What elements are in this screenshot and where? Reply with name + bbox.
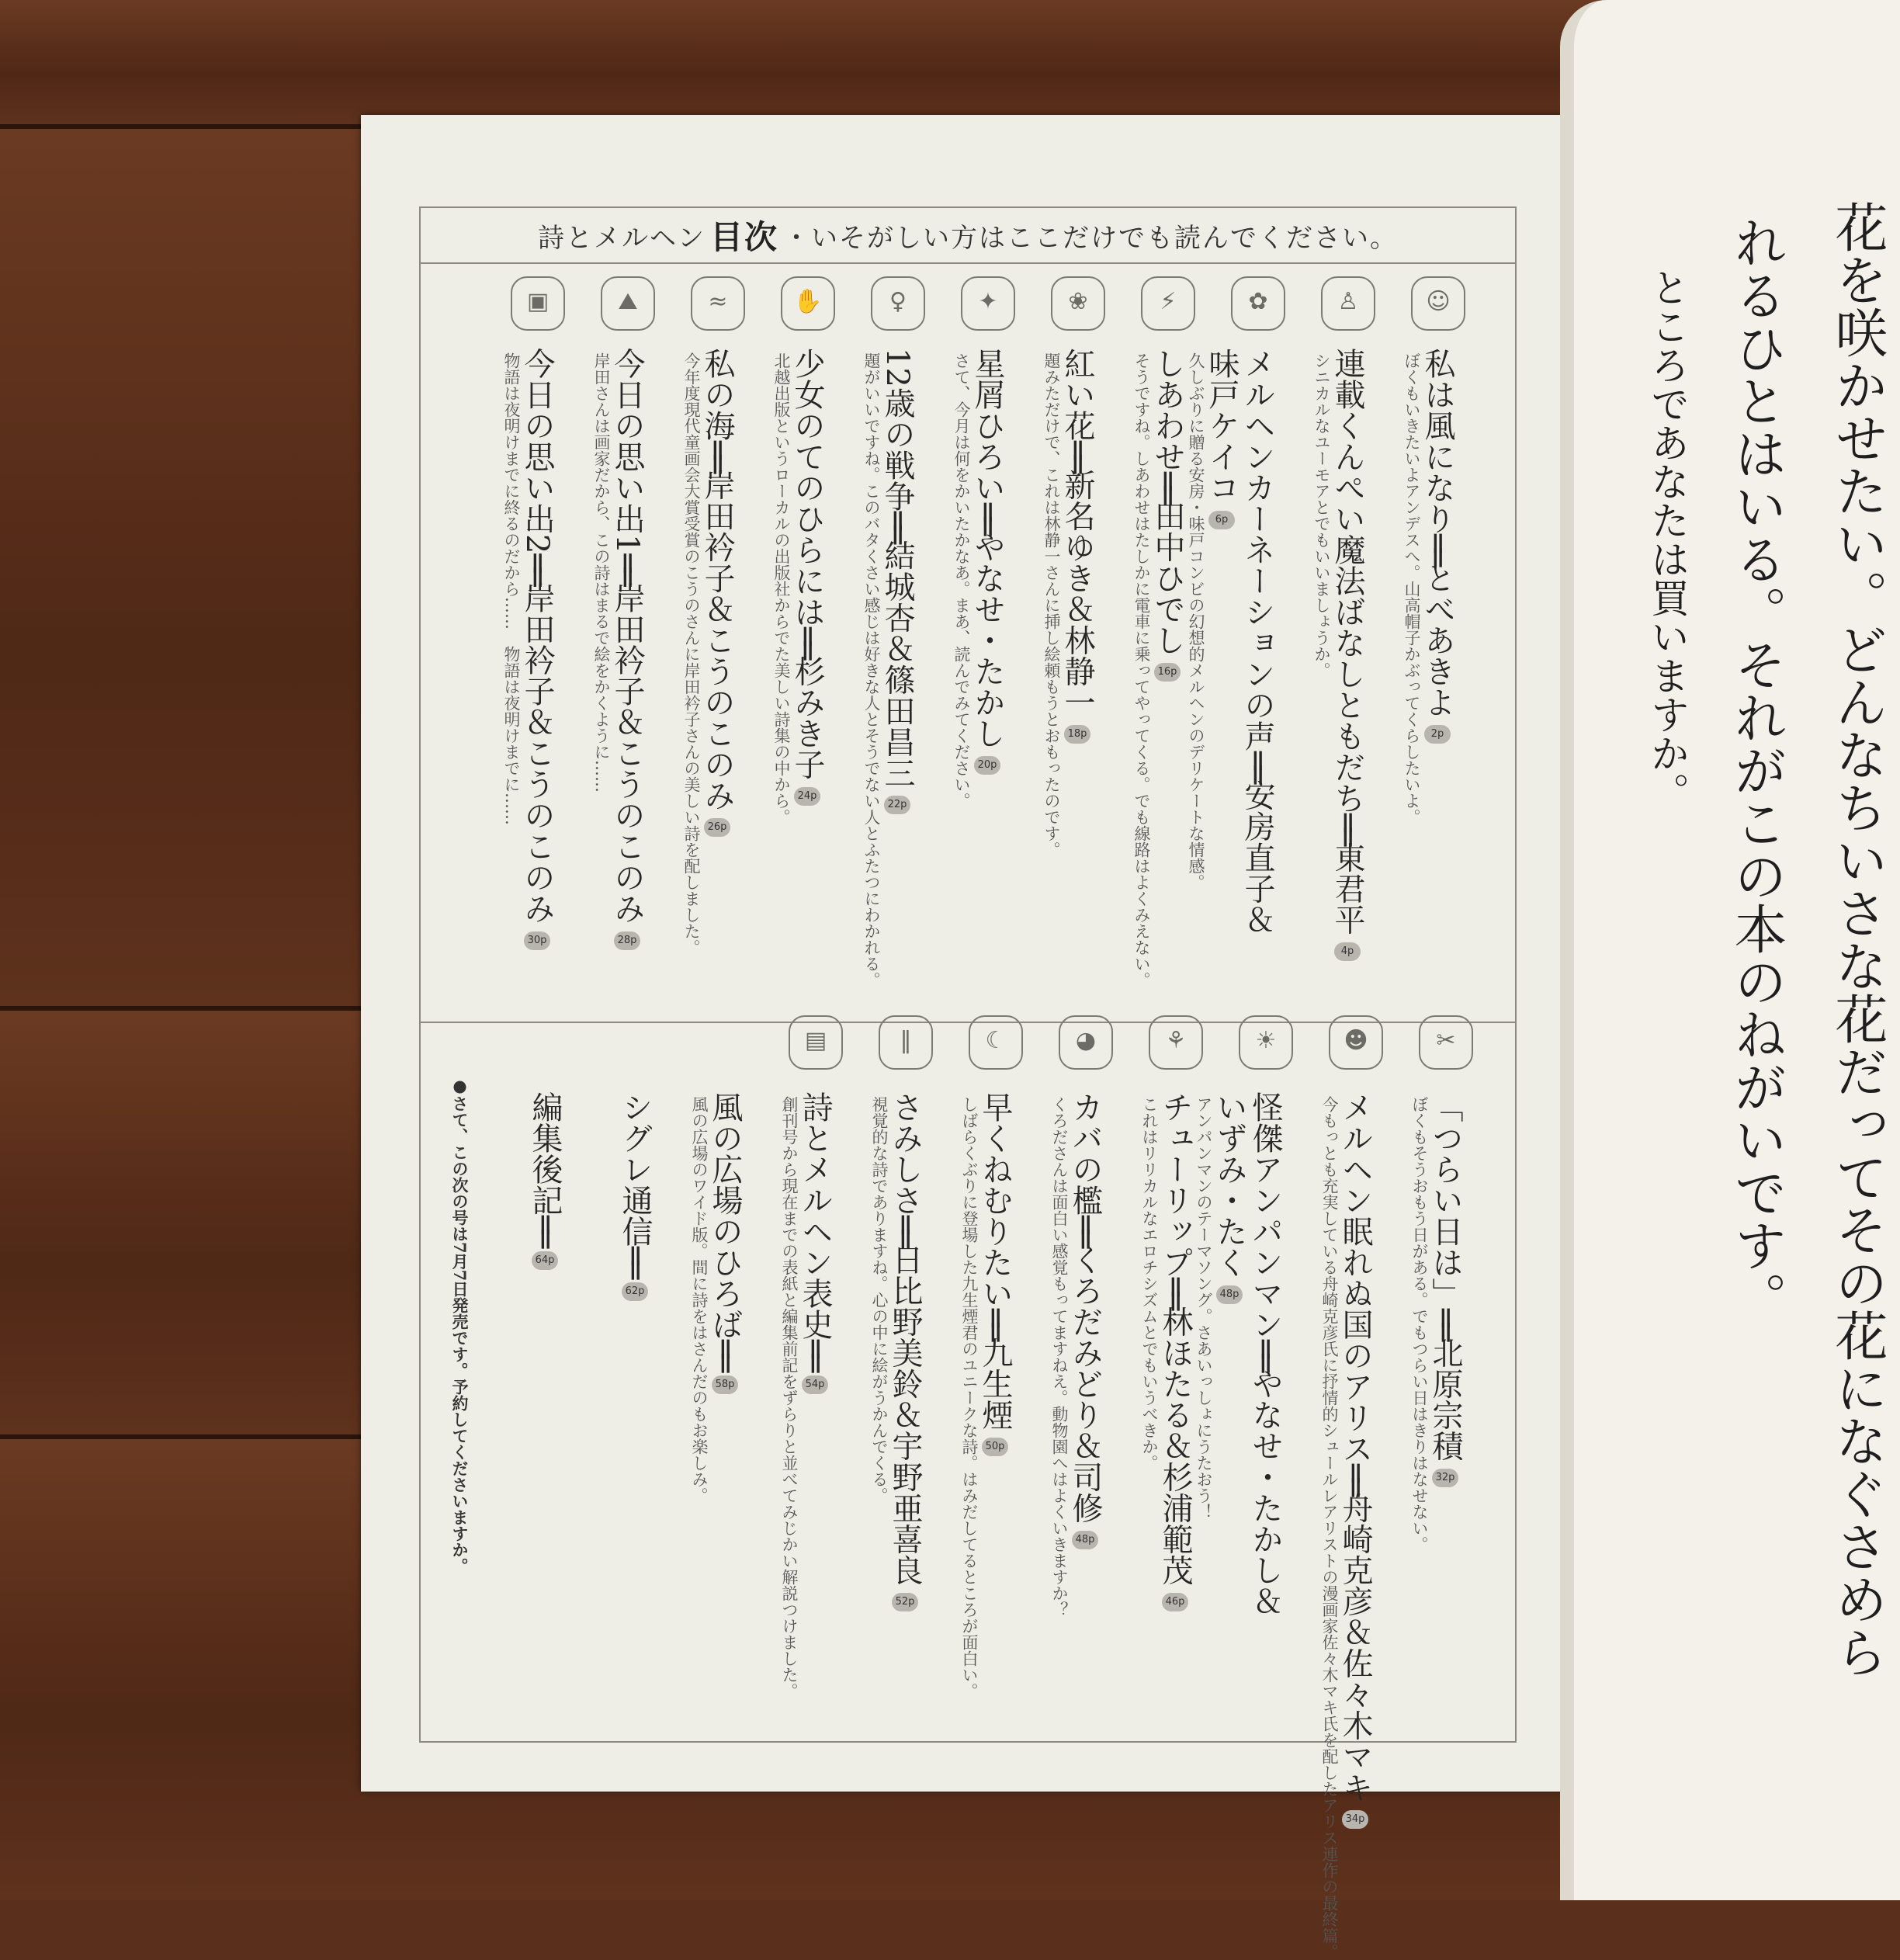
page-number-badge: 28p (614, 931, 640, 950)
entry-title-text: カバの檻 (1067, 1091, 1103, 1216)
toc-subtitle: いそがしい方はここだけでも読んでください。 (811, 222, 1398, 254)
title-separator: ══ (1427, 1309, 1463, 1337)
entry-title-text: 私は風になり (1420, 348, 1455, 534)
entry-title-text: 今日の思い出1 (609, 348, 645, 554)
entry-author: 九生煙 (977, 1337, 1013, 1431)
toc-entry-description: くろださんは面白い感覚もってますねえ。動物園へはよくいきますか？ (1050, 1096, 1069, 1618)
entry-title-text: 「つらい日は」 (1427, 1091, 1463, 1309)
entry-title-text: 紅い花 (1059, 348, 1095, 441)
entry-title-text: さみしさ (887, 1091, 923, 1216)
toc-frame (419, 206, 1517, 1960)
title-separator: ══ (1157, 1278, 1193, 1306)
anpanman-icon: ☀ (1239, 1015, 1293, 1070)
toc-entry-title[interactable] (1337, 1091, 1373, 1829)
entry-title-text: 12歳の戦争 (879, 348, 915, 512)
toc-entry-description: 物語は夜明けまでに終るのだから…… 物語は夜明けまでに…… (502, 352, 521, 825)
title-separator: ══ (797, 1340, 833, 1369)
entry-author: 岸田衿子＆こうのこのみ (519, 581, 555, 924)
title-separator: ══ (609, 553, 645, 582)
bed-icon: ☾ (969, 1015, 1023, 1070)
entry-title-text: 連載くんぺい魔法ばなしともだち (1330, 348, 1365, 813)
toc-entry-description: 創刊号から現在までの表紙と編集前記をずらりと並べてみじかい解説つけました。 (780, 1096, 799, 1699)
slogan-line-2: れるひとはいる。それがこの本のねがいです。 (1725, 216, 1787, 1324)
entry-title-text: チューリップ (1157, 1091, 1193, 1278)
page-number-badge: 48p (1216, 1285, 1243, 1304)
toc-entry-title[interactable] (1422, 348, 1453, 744)
facing-page (1560, 0, 1900, 1900)
landscape-icon: ⛰ (601, 276, 655, 331)
dragon-icon: ✦ (961, 276, 1015, 331)
title-separator: ══ (519, 553, 555, 582)
toc-entry-title[interactable] (707, 1091, 743, 1394)
slogan-line-1: 花を咲かせたい。どんなちいさな花だってその花になぐさめら (1826, 200, 1888, 1678)
entry-title-text: 少女のてのひらには (789, 348, 825, 627)
title-separator: ══ (1149, 472, 1185, 501)
page-number-badge: 6p (1208, 511, 1235, 529)
page-number-badge: 2p (1424, 725, 1451, 744)
toc-entry-description: 風の広場のワイド版。間に詩をはさんだのもお楽しみ。 (690, 1096, 709, 1504)
title-separator: ══ (789, 627, 825, 656)
next-issue-note: ●さて、この次の号は7月7日発売です。予約してくださいますか。 (450, 1076, 470, 1575)
entry-author: 北原宗積 (1427, 1337, 1463, 1462)
entry-author: 東君平 (1330, 841, 1365, 935)
entry-title-text: 風の広場のひろば (707, 1091, 743, 1340)
page-number-badge: 48p (1072, 1531, 1098, 1549)
toc-entry-title[interactable] (1247, 1091, 1283, 1617)
title-separator: ══ (1240, 751, 1275, 780)
toc-header (421, 208, 1515, 264)
toc-entry-title[interactable] (797, 1091, 833, 1394)
toc-entry-title-cont (1214, 1091, 1245, 1304)
title-separator: ══ (977, 1309, 1013, 1337)
hand-icon: ✋ (781, 276, 835, 331)
entry-author: やなせ・たかし (969, 531, 1005, 749)
toc-entry-description: 視覚的な詩でありますね。心の中に絵がうかんでくる。 (870, 1096, 889, 1504)
entry-title-text: 早くねむりたい (977, 1091, 1013, 1309)
slogan-line-3: ところであなたは買いますか。 (1645, 268, 1690, 811)
toc-entry-title[interactable] (1149, 348, 1185, 682)
page-number-badge: 16p (1154, 663, 1181, 682)
toc-title: 目次 (709, 218, 778, 256)
toc-entry-description: ぼくもいきたいよアンデスへ。山高帽子かぶってくらしたいよ。 (1402, 352, 1421, 825)
contents-page (361, 115, 1564, 1960)
book-icon: ▤ (789, 1015, 843, 1070)
page-number-badge: 18p (1064, 725, 1090, 744)
entry-author: 林ほたる＆杉浦範茂 (1157, 1306, 1193, 1586)
toc-entry-description: 題みただけで、これは林静一さんに挿し絵頼もうとおもったのです。 (1042, 352, 1061, 858)
toc-entry-description: 今もっとも充実している舟崎克彦氏に抒情的シュールレアリストの漫画家佐々木マキ氏を配したアリス連作の最終篇。 (1320, 1096, 1339, 1960)
toc-entry-title[interactable] (1157, 1091, 1193, 1611)
entry-author: くろだみどり＆司修 (1067, 1244, 1103, 1524)
title-separator: ══ (1420, 534, 1455, 563)
page-number-badge: 20p (974, 756, 1000, 775)
toc-entry-title[interactable] (879, 348, 915, 814)
page-number-badge: 58p (712, 1375, 738, 1394)
entry-title-line2: 味戸ケイコ (1204, 348, 1240, 503)
entry-author: 田中ひでし (1149, 500, 1185, 656)
toc-entry-description: 北越出版というローカルの出版社からでた美しい詩集の中から。 (772, 352, 791, 825)
toc-entry-title[interactable] (699, 348, 735, 837)
toc-entry-title[interactable] (1332, 348, 1363, 961)
toc-entry-title[interactable] (609, 348, 645, 950)
page-number-badge: 22p (884, 796, 910, 814)
page-number-badge: 30p (524, 931, 550, 950)
title-separator: ══ (887, 1216, 923, 1244)
entry-title-text: 私の海 (699, 348, 735, 441)
title-separator: ══ (969, 503, 1005, 532)
boy-icon: ☺ (1411, 276, 1465, 331)
train-icon: ⚡ (1141, 276, 1195, 331)
page-number-badge: 62p (622, 1282, 648, 1301)
toc-entry-description: ぼくもそうおもう日がある。でもつらい日はきりはなせない。 (1410, 1096, 1429, 1552)
entry-title-text: 星屑ひろい (969, 348, 1005, 503)
page-number-badge: 26p (704, 818, 730, 837)
entry-author: 新名ゆき＆林静一 (1059, 469, 1095, 718)
title-separator: ══ (1337, 1464, 1373, 1493)
page-number-badge: 46p (1162, 1593, 1188, 1611)
toc-entry-title[interactable] (1059, 348, 1095, 744)
entry-author: 日比野美鈴＆宇野亜喜良 (887, 1244, 923, 1586)
page-number-badge: 54p (802, 1375, 828, 1394)
girl-icon: ♀ (871, 276, 925, 331)
toc-entry-title[interactable] (789, 348, 825, 806)
entry-author: 舟崎克彦＆佐々木マキ (1337, 1492, 1373, 1803)
toc-entry-description: 久しぶりに贈る安房・味戸コンビの幻想的メルヘンのデリケートな情感。 (1187, 352, 1205, 890)
title-separator: ══ (707, 1340, 743, 1369)
flower-icon: ❀ (1051, 276, 1105, 331)
entry-title-text: 今日の思い出2 (519, 348, 555, 554)
toc-entry-title[interactable] (527, 1091, 563, 1270)
page-number-badge: 32p (1432, 1469, 1458, 1487)
toc-entry-description: 今年度現代童画会大賞受賞のこうのさんに岸田衿子さんの美しい詩を配しました。 (682, 352, 701, 956)
page-number-badge: 50p (982, 1438, 1008, 1456)
magazine-name: 詩とメルヘン (537, 222, 706, 254)
hippo-icon: ◕ (1059, 1015, 1113, 1070)
toc-entry-title[interactable] (979, 1091, 1011, 1456)
figures-icon: ♙ (1321, 276, 1375, 331)
window-icon: ▣ (511, 276, 565, 331)
page-number-badge: 52p (892, 1593, 918, 1611)
title-separator: ══ (699, 441, 735, 470)
entry-author: 結城杏＆篠田昌三 (879, 539, 915, 789)
entry-title-text: 編集後記 (527, 1091, 563, 1216)
title-separator: ══ (1067, 1216, 1103, 1244)
page-number-badge: 24p (794, 787, 820, 806)
toc-entry-title[interactable] (1067, 1091, 1103, 1549)
sea-icon: ≈ (691, 276, 745, 331)
title-separator: ══ (1330, 813, 1365, 842)
toc-entry-description: 題がいいですね。このバタくさい感じは好きな人とそうでない人とふたつにわかれる。 (862, 352, 881, 988)
scissors-icon: ✂ (1419, 1015, 1473, 1070)
toc-entry-title-cont (1204, 348, 1240, 529)
entry-title-text: シグレ通信 (617, 1091, 653, 1247)
tulip-icon: ⚘ (1149, 1015, 1203, 1070)
title-separator: ══ (879, 511, 915, 540)
toc-entry-description: アンパンマンのテーマソング。さあいっしょにうたおう！ (1194, 1096, 1213, 1520)
entry-title-text: しあわせ (1149, 348, 1185, 472)
header-dot: ・ (783, 222, 811, 254)
title-separator: ══ (1059, 441, 1095, 470)
carnation-icon: ✿ (1231, 276, 1285, 331)
entry-author: 安房直子＆ (1240, 779, 1275, 935)
toc-entry-description: これはリリカルなエロチシズムとでもいうべきか。 (1140, 1096, 1159, 1471)
page-number-badge: 34p (1342, 1810, 1368, 1829)
toc-entry-description: シニカルなユーモアとでもいいましょうか。 (1312, 352, 1331, 678)
entry-author: 岸田衿子＆こうのこのみ (609, 581, 645, 924)
page-number-badge: 4p (1334, 942, 1361, 961)
bamboo-icon: ‖ (879, 1015, 933, 1070)
toc-entry-title[interactable] (617, 1091, 653, 1301)
toc-entry-title[interactable] (1242, 348, 1273, 935)
toc-entry-description: しばらくぶりに登場した九生煙君のユニークな詩。はみだしてるところが面白い。 (960, 1096, 979, 1699)
title-separator: ══ (617, 1247, 653, 1275)
toc-entry-description: 岸田さんは画家だから、この詩はまるで絵をかくように…… (592, 352, 611, 793)
toc-entry-title[interactable] (519, 348, 555, 950)
toc-entry-title[interactable] (1427, 1091, 1463, 1487)
entry-title-text: 詩とメルヘン表史 (797, 1091, 833, 1340)
toc-entry-title[interactable] (969, 348, 1005, 775)
entry-author: やなせ・たかし＆ (1247, 1368, 1283, 1617)
cat-icon: ☻ (1329, 1015, 1383, 1070)
title-separator: ══ (1247, 1340, 1283, 1369)
entry-author: とべあきよ (1420, 562, 1455, 718)
entry-author: 杉みき子 (789, 655, 825, 780)
title-separator: ══ (527, 1216, 563, 1244)
page-number-badge: 64p (532, 1251, 558, 1270)
entry-author: 岸田衿子＆こうのこのみ (699, 469, 735, 811)
toc-entry-description: そうですね。しあわせはたしかに電車に乗ってやってくる。でも線路はよくみえない。 (1132, 352, 1151, 988)
toc-entry-title[interactable] (889, 1091, 921, 1611)
entry-title-text: 怪傑アンパンマン (1247, 1091, 1283, 1340)
entry-title-text: メルヘン眠れぬ国のアリス (1337, 1091, 1373, 1464)
toc-entry-description: さて、今月は何をかいたかなあ。まあ、読んでみてください。 (952, 352, 971, 809)
entry-title-text: メルヘンカーネーションの声 (1240, 348, 1275, 751)
entry-title-line2: いずみ・たく (1212, 1091, 1247, 1278)
